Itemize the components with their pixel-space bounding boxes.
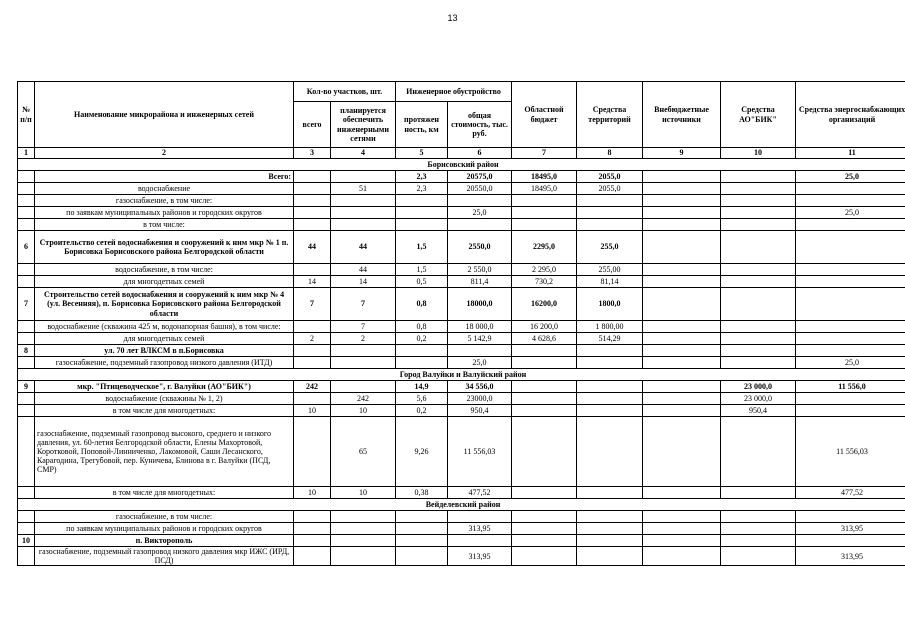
value-cell <box>796 264 905 276</box>
value-cell <box>294 357 331 369</box>
value-cell: 2295,0 <box>512 231 577 264</box>
value-cell: 11 556,03 <box>448 417 512 487</box>
value-cell <box>294 535 331 547</box>
value-cell: 10 <box>331 487 396 499</box>
value-cell: 0,8 <box>396 288 448 321</box>
row-name-cell: газоснабжение, подземный газопровод низкого давления мкр ИЖС (ИРД, ПСД) <box>35 547 294 566</box>
table-row <box>18 195 905 207</box>
table-row <box>18 219 905 231</box>
header-plots-total: всего <box>294 102 331 148</box>
value-cell <box>721 288 796 321</box>
value-cell <box>331 523 396 535</box>
value-cell: 1 800,00 <box>577 321 643 333</box>
row-number-cell <box>18 487 35 499</box>
value-cell <box>796 333 905 345</box>
value-cell <box>643 207 721 219</box>
header-bik: Средства АО"БИК" <box>721 82 796 148</box>
value-cell: 34 556,0 <box>448 381 512 393</box>
value-cell <box>721 345 796 357</box>
value-cell <box>796 231 905 264</box>
section-header-row <box>18 499 905 511</box>
value-cell <box>294 321 331 333</box>
column-number: 5 <box>396 148 448 159</box>
value-cell <box>577 523 643 535</box>
section-title: Вейделевский район <box>18 499 905 511</box>
table-row <box>18 393 905 405</box>
value-cell: 255,00 <box>577 264 643 276</box>
value-cell <box>294 547 331 566</box>
value-cell <box>721 195 796 207</box>
row-name-cell: газоснабжение, подземный газопровод низкого давления (ИТД) <box>35 357 294 369</box>
value-cell: 2,3 <box>396 171 448 183</box>
value-cell: 11 556,03 <box>796 417 905 487</box>
row-number-cell: 8 <box>18 345 35 357</box>
value-cell <box>294 417 331 487</box>
value-cell <box>796 321 905 333</box>
value-cell <box>512 195 577 207</box>
value-cell: 0,5 <box>396 276 448 288</box>
value-cell: 477,52 <box>448 487 512 499</box>
value-cell: 2,3 <box>396 183 448 195</box>
value-cell <box>721 333 796 345</box>
value-cell <box>577 219 643 231</box>
value-cell <box>331 511 396 523</box>
value-cell <box>396 345 448 357</box>
value-cell: 950,4 <box>448 405 512 417</box>
value-cell <box>721 535 796 547</box>
header-offbudget: Внебюджетные источники <box>643 82 721 148</box>
value-cell <box>294 264 331 276</box>
value-cell <box>643 535 721 547</box>
row-number-cell: 7 <box>18 288 35 321</box>
value-cell: 18000,0 <box>448 288 512 321</box>
value-cell <box>721 321 796 333</box>
row-number-cell <box>18 547 35 566</box>
value-cell <box>294 523 331 535</box>
row-number-cell <box>18 357 35 369</box>
value-cell <box>331 535 396 547</box>
value-cell: 0,38 <box>396 487 448 499</box>
value-cell <box>577 381 643 393</box>
value-cell <box>643 417 721 487</box>
table-row <box>18 523 905 535</box>
value-cell <box>721 219 796 231</box>
table-row <box>18 535 905 547</box>
column-number: 1 <box>18 148 35 159</box>
value-cell <box>512 381 577 393</box>
row-name-cell: в том числе для многодетных: <box>35 487 294 499</box>
value-cell <box>294 345 331 357</box>
value-cell <box>512 207 577 219</box>
table-row <box>18 345 905 357</box>
value-cell <box>643 321 721 333</box>
value-cell <box>721 511 796 523</box>
value-cell <box>331 171 396 183</box>
value-cell: 81,14 <box>577 276 643 288</box>
section-header-row <box>18 159 905 171</box>
value-cell <box>643 345 721 357</box>
value-cell: 313,95 <box>448 547 512 566</box>
value-cell: 7 <box>331 288 396 321</box>
value-cell: 14 <box>331 276 396 288</box>
value-cell: 18495,0 <box>512 183 577 195</box>
page-number: 13 <box>447 13 458 23</box>
value-cell <box>396 195 448 207</box>
value-cell: 25,0 <box>796 357 905 369</box>
row-name-cell: в том числе: <box>35 219 294 231</box>
value-cell: 5 142,9 <box>448 333 512 345</box>
value-cell <box>512 357 577 369</box>
budget-table <box>17 81 905 566</box>
value-cell <box>512 487 577 499</box>
value-cell: 10 <box>294 405 331 417</box>
value-cell: 730,2 <box>512 276 577 288</box>
value-cell <box>331 195 396 207</box>
value-cell: 477,52 <box>796 487 905 499</box>
value-cell <box>643 231 721 264</box>
value-cell <box>512 523 577 535</box>
value-cell <box>396 523 448 535</box>
value-cell: 1,5 <box>396 264 448 276</box>
value-cell <box>721 417 796 487</box>
value-cell <box>643 264 721 276</box>
value-cell <box>577 357 643 369</box>
value-cell: 950,4 <box>721 405 796 417</box>
value-cell: 25,0 <box>448 357 512 369</box>
value-cell: 0,2 <box>396 405 448 417</box>
column-number: 3 <box>294 148 331 159</box>
row-number-cell <box>18 207 35 219</box>
section-header-row <box>18 369 905 381</box>
row-name-cell: водоснабжение, в том числе: <box>35 264 294 276</box>
header-name: Наименование микрорайона и инженерных сетей <box>35 82 294 148</box>
section-title: Город Валуйки и Валуйский район <box>18 369 905 381</box>
value-cell <box>721 231 796 264</box>
value-cell <box>721 523 796 535</box>
value-cell <box>643 357 721 369</box>
value-cell: 11 556,0 <box>796 381 905 393</box>
value-cell: 10 <box>294 487 331 499</box>
row-number-cell <box>18 405 35 417</box>
row-number-cell <box>18 264 35 276</box>
value-cell <box>512 393 577 405</box>
row-number-cell <box>18 417 35 487</box>
value-cell: 44 <box>331 264 396 276</box>
value-cell: 44 <box>331 231 396 264</box>
row-name-cell: п. Викторополь <box>35 535 294 547</box>
row-name-cell: мкр. "Птицеводческое", г. Валуйки (АО"БИК") <box>35 381 294 393</box>
value-cell: 313,95 <box>796 523 905 535</box>
value-cell: 23000,0 <box>448 393 512 405</box>
row-name-cell: газоснабжение, в том числе: <box>35 195 294 207</box>
value-cell <box>294 171 331 183</box>
row-number-cell <box>18 333 35 345</box>
table-row <box>18 417 905 487</box>
value-cell <box>796 219 905 231</box>
row-name-cell: в том числе для многодетных: <box>35 405 294 417</box>
value-cell <box>396 219 448 231</box>
table-row <box>18 547 905 566</box>
value-cell <box>796 345 905 357</box>
row-number-cell <box>18 219 35 231</box>
value-cell: 0,2 <box>396 333 448 345</box>
column-number: 11 <box>796 148 905 159</box>
value-cell: 313,95 <box>796 547 905 566</box>
value-cell <box>796 405 905 417</box>
row-number-cell <box>18 276 35 288</box>
value-cell: 18 000,0 <box>448 321 512 333</box>
header-cost: общая стоимость, тыс. руб. <box>448 102 512 148</box>
value-cell <box>643 405 721 417</box>
row-name-cell: водоснабжение (скважины № 1, 2) <box>35 393 294 405</box>
value-cell <box>512 535 577 547</box>
value-cell <box>643 171 721 183</box>
table-row <box>18 207 905 219</box>
value-cell: 2 550,0 <box>448 264 512 276</box>
value-cell <box>331 219 396 231</box>
value-cell <box>512 547 577 566</box>
value-cell <box>577 195 643 207</box>
value-cell <box>294 207 331 219</box>
value-cell <box>721 171 796 183</box>
column-number: 10 <box>721 148 796 159</box>
value-cell <box>643 547 721 566</box>
value-cell <box>294 393 331 405</box>
value-cell <box>294 183 331 195</box>
value-cell: 2 <box>331 333 396 345</box>
value-cell <box>796 183 905 195</box>
row-name-cell: ул. 70 лет ВЛКСМ в п.Борисовка <box>35 345 294 357</box>
value-cell <box>643 276 721 288</box>
value-cell <box>331 345 396 357</box>
value-cell: 20575,0 <box>448 171 512 183</box>
value-cell <box>512 417 577 487</box>
value-cell <box>331 381 396 393</box>
value-cell <box>577 345 643 357</box>
value-cell: 14,9 <box>396 381 448 393</box>
column-number: 6 <box>448 148 512 159</box>
value-cell <box>331 547 396 566</box>
value-cell: 2055,0 <box>577 171 643 183</box>
row-name-cell: Строительство сетей водоснабжения и сооружений к ним мкр № 4 (ул. Весенняя), п. Борисовка Борисовского района Белгородской области <box>35 288 294 321</box>
value-cell <box>721 487 796 499</box>
value-cell <box>448 195 512 207</box>
table-row <box>18 264 905 276</box>
value-cell <box>643 219 721 231</box>
value-cell: 51 <box>331 183 396 195</box>
header-energy: Средства энергоснабжающих организаций <box>796 82 905 148</box>
value-cell <box>721 276 796 288</box>
header-infra-group: Инженерное обустройство <box>396 82 512 102</box>
value-cell <box>643 288 721 321</box>
row-number-cell: 9 <box>18 381 35 393</box>
value-cell <box>448 511 512 523</box>
value-cell <box>643 195 721 207</box>
table-row <box>18 171 905 183</box>
value-cell: 25,0 <box>448 207 512 219</box>
value-cell <box>512 405 577 417</box>
value-cell <box>721 207 796 219</box>
value-cell: 16200,0 <box>512 288 577 321</box>
row-name-cell: водоснабжение (скважина 425 м, водонапорная башня), в том числе: <box>35 321 294 333</box>
value-cell <box>643 511 721 523</box>
value-cell: 4 628,6 <box>512 333 577 345</box>
value-cell <box>448 345 512 357</box>
row-name-cell: газоснабжение, в том числе: <box>35 511 294 523</box>
value-cell <box>512 345 577 357</box>
table-row <box>18 288 905 321</box>
value-cell <box>294 195 331 207</box>
value-cell <box>396 207 448 219</box>
value-cell <box>721 357 796 369</box>
row-number-cell <box>18 171 35 183</box>
value-cell: 5,6 <box>396 393 448 405</box>
value-cell: 65 <box>331 417 396 487</box>
value-cell <box>643 333 721 345</box>
value-cell <box>396 357 448 369</box>
value-cell: 242 <box>294 381 331 393</box>
row-name-cell: Строительство сетей водоснабжения и сооружений к ним мкр № 1 п. Борисовка Борисовского района Белгородской области <box>35 231 294 264</box>
value-cell: 23 000,0 <box>721 381 796 393</box>
value-cell <box>643 523 721 535</box>
value-cell <box>577 207 643 219</box>
table-row <box>18 183 905 195</box>
value-cell: 514,29 <box>577 333 643 345</box>
column-number: 4 <box>331 148 396 159</box>
value-cell <box>643 183 721 195</box>
row-name-cell: по заявкам муниципальных районов и городских округов <box>35 207 294 219</box>
value-cell: 7 <box>294 288 331 321</box>
row-name-cell: Всего: <box>35 171 294 183</box>
table-row <box>18 381 905 393</box>
value-cell: 255,0 <box>577 231 643 264</box>
row-number-cell <box>18 195 35 207</box>
row-name-cell: для многодетных семей <box>35 333 294 345</box>
value-cell <box>796 276 905 288</box>
table-row <box>18 276 905 288</box>
value-cell: 16 200,0 <box>512 321 577 333</box>
header-regional: Областной бюджет <box>512 82 577 148</box>
column-number: 2 <box>35 148 294 159</box>
value-cell: 9,26 <box>396 417 448 487</box>
value-cell <box>577 417 643 487</box>
value-cell <box>448 219 512 231</box>
column-number: 7 <box>512 148 577 159</box>
table-row <box>18 231 905 264</box>
value-cell: 20550,0 <box>448 183 512 195</box>
value-cell <box>796 535 905 547</box>
table-row <box>18 511 905 523</box>
value-cell: 2055,0 <box>577 183 643 195</box>
value-cell: 1,5 <box>396 231 448 264</box>
header-length: протяжен ность, км <box>396 102 448 148</box>
table-row <box>18 357 905 369</box>
value-cell <box>643 393 721 405</box>
value-cell <box>796 288 905 321</box>
value-cell: 18495,0 <box>512 171 577 183</box>
value-cell <box>577 393 643 405</box>
value-cell <box>294 219 331 231</box>
row-number-cell <box>18 393 35 405</box>
table-row <box>18 333 905 345</box>
value-cell: 2550,0 <box>448 231 512 264</box>
row-number-cell <box>18 523 35 535</box>
value-cell <box>796 195 905 207</box>
header-num: № п/п <box>18 82 35 148</box>
value-cell <box>721 264 796 276</box>
row-number-cell <box>18 321 35 333</box>
column-number: 9 <box>643 148 721 159</box>
row-number-cell: 10 <box>18 535 35 547</box>
value-cell <box>721 183 796 195</box>
value-cell <box>643 487 721 499</box>
value-cell <box>577 511 643 523</box>
value-cell <box>448 535 512 547</box>
header-plots-planned: планируется обеспечить инженерными сетями <box>331 102 396 148</box>
row-name-cell: водоснабжение <box>35 183 294 195</box>
value-cell <box>331 207 396 219</box>
value-cell <box>331 357 396 369</box>
value-cell: 2 295,0 <box>512 264 577 276</box>
value-cell <box>577 547 643 566</box>
column-number-row <box>18 148 905 159</box>
value-cell <box>512 219 577 231</box>
value-cell: 44 <box>294 231 331 264</box>
value-cell <box>577 405 643 417</box>
column-number: 8 <box>577 148 643 159</box>
value-cell: 14 <box>294 276 331 288</box>
value-cell: 313,95 <box>448 523 512 535</box>
header-plots-group: Кол-во участков, шт. <box>294 82 396 102</box>
value-cell: 25,0 <box>796 207 905 219</box>
value-cell <box>396 547 448 566</box>
value-cell: 10 <box>331 405 396 417</box>
value-cell <box>577 535 643 547</box>
row-name-cell: для многодетных семей <box>35 276 294 288</box>
row-name-cell: по заявкам муниципальных районов и городских округов <box>35 523 294 535</box>
value-cell: 23 000,0 <box>721 393 796 405</box>
table-row <box>18 487 905 499</box>
value-cell: 811,4 <box>448 276 512 288</box>
row-number-cell <box>18 183 35 195</box>
value-cell: 1800,0 <box>577 288 643 321</box>
value-cell: 25,0 <box>796 171 905 183</box>
row-number-cell <box>18 511 35 523</box>
section-title: Борисовский район <box>18 159 905 171</box>
value-cell <box>396 535 448 547</box>
row-number-cell: 6 <box>18 231 35 264</box>
value-cell <box>577 487 643 499</box>
value-cell <box>643 381 721 393</box>
value-cell <box>796 393 905 405</box>
value-cell: 7 <box>331 321 396 333</box>
value-cell <box>294 511 331 523</box>
table-row <box>18 405 905 417</box>
table-row <box>18 321 905 333</box>
value-cell: 2 <box>294 333 331 345</box>
value-cell <box>721 547 796 566</box>
value-cell <box>396 511 448 523</box>
value-cell: 242 <box>331 393 396 405</box>
row-name-cell: газоснабжение, подземный газопровод высокого, среднего и низкого давления, ул. 60-летия Белгородской области, Елены Махортовой, Коротковой, Поповой-Линниченко, Лакомовой, Саши Лесанского, Карагодина, Трегубовой, пер. Куничева, Блинова в г. Валуйки (ПСД, СМР) <box>35 417 294 487</box>
value-cell <box>512 511 577 523</box>
value-cell <box>796 511 905 523</box>
value-cell: 0,8 <box>396 321 448 333</box>
header-territory: Средства территорий <box>577 82 643 148</box>
